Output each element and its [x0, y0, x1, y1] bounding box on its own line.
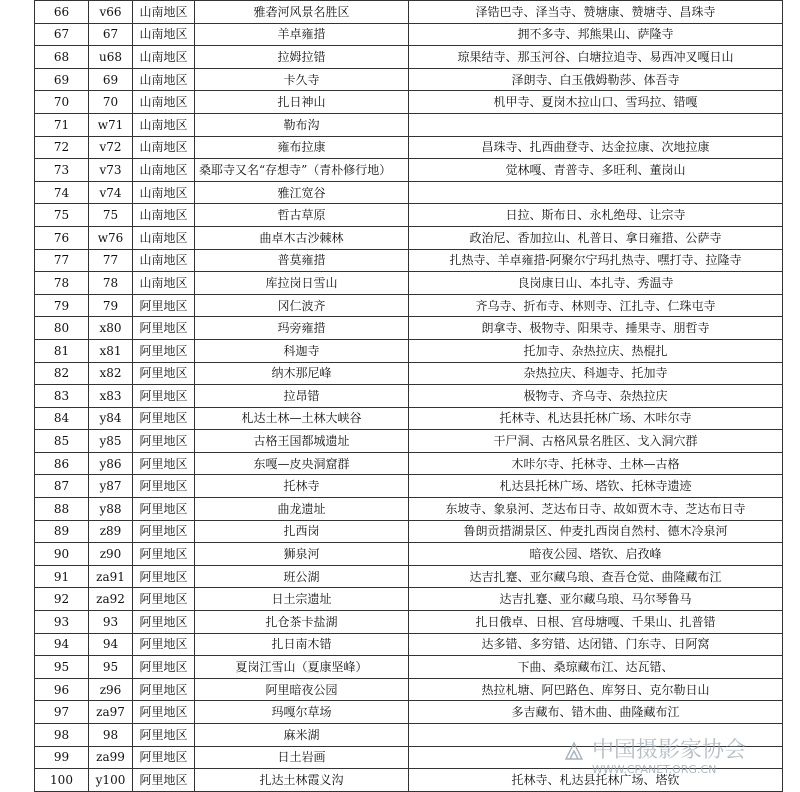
row-site-name: 科迦寺: [195, 339, 409, 362]
table-row: [35, 317, 783, 340]
row-nearby-sites: 昌珠寺、扎西曲登寺、达金拉康、次地拉康: [409, 136, 783, 159]
row-region: 山南地区: [133, 68, 195, 91]
row-code: x82: [89, 362, 133, 385]
table-row: [35, 249, 783, 272]
row-nearby-sites: 朗拿寺、极物寺、阳果寺、捶果寺、朋哲寺: [409, 317, 783, 340]
row-site-name: 雍布拉康: [195, 136, 409, 159]
row-number: 82: [35, 362, 89, 385]
table-row: [35, 113, 783, 136]
table-body: [35, 1, 783, 792]
row-site-name: 拉姆拉错: [195, 46, 409, 69]
row-code: v66: [89, 1, 133, 24]
row-region: 阿里地区: [133, 339, 195, 362]
row-number: 97: [35, 701, 89, 724]
row-region: 阿里地区: [133, 588, 195, 611]
row-site-name: 东嘎—皮央洞窟群: [195, 452, 409, 475]
row-region: 阿里地区: [133, 746, 195, 769]
row-number: 90: [35, 543, 89, 566]
row-number: 80: [35, 317, 89, 340]
row-code: x83: [89, 385, 133, 408]
row-code: 67: [89, 23, 133, 46]
row-nearby-sites: 泽朗寺、白玉俄姆勒莎、体吾寺: [409, 68, 783, 91]
table-row: [35, 91, 783, 114]
row-code: v74: [89, 181, 133, 204]
row-region: 山南地区: [133, 159, 195, 182]
row-nearby-sites: 琼果结寺、那玉河谷、白塘拉追寺、易西冲叉嘎日山: [409, 46, 783, 69]
table-row: [35, 543, 783, 566]
row-number: 71: [35, 113, 89, 136]
row-number: 96: [35, 678, 89, 701]
row-nearby-sites: 觉林嘎、青普寺、多旺利、董岗山: [409, 159, 783, 182]
row-code: x80: [89, 317, 133, 340]
table-row: [35, 430, 783, 453]
table-row: [35, 46, 783, 69]
row-code: 94: [89, 633, 133, 656]
row-number: 76: [35, 226, 89, 249]
row-code: u68: [89, 46, 133, 69]
row-region: 阿里地区: [133, 294, 195, 317]
row-code: z90: [89, 543, 133, 566]
row-nearby-sites: 齐乌寺、折布寺、林则寺、江扎寺、仁珠屯寺: [409, 294, 783, 317]
row-code: y86: [89, 452, 133, 475]
table-row: [35, 294, 783, 317]
row-site-name: 卡久寺: [195, 68, 409, 91]
row-region: 阿里地区: [133, 407, 195, 430]
row-nearby-sites: 暗夜公园、塔钦、启孜峰: [409, 543, 783, 566]
row-region: 山南地区: [133, 226, 195, 249]
row-number: 72: [35, 136, 89, 159]
watermark-title: 中国摄影家协会: [592, 738, 747, 763]
row-region: 阿里地区: [133, 769, 195, 792]
row-nearby-sites: 极物寺、齐乌寺、杂热拉庆: [409, 385, 783, 408]
row-number: 66: [35, 1, 89, 24]
table-row: [35, 498, 783, 521]
row-nearby-sites: 热拉札塘、阿巴路色、库努日、克尔勒日山: [409, 678, 783, 701]
row-code: 98: [89, 724, 133, 747]
row-code: w76: [89, 226, 133, 249]
row-code: y100: [89, 769, 133, 792]
row-site-name: 扎西岗: [195, 520, 409, 543]
row-site-name: 班公湖: [195, 565, 409, 588]
row-region: 山南地区: [133, 272, 195, 295]
row-site-name: 勒布沟: [195, 113, 409, 136]
row-nearby-sites: 木咔尔寺、托林寺、土林—古格: [409, 452, 783, 475]
row-nearby-sites: 达吉扎蹇、亚尔藏乌琅、马尔琴鲁马: [409, 588, 783, 611]
row-code: 79: [89, 294, 133, 317]
row-site-name: 玛嘎尔草场: [195, 701, 409, 724]
row-region: 山南地区: [133, 181, 195, 204]
table-row: [35, 136, 783, 159]
row-site-name: 羊卓雍措: [195, 23, 409, 46]
table-row: [35, 339, 783, 362]
row-region: 阿里地区: [133, 520, 195, 543]
row-region: 阿里地区: [133, 633, 195, 656]
row-code: z89: [89, 520, 133, 543]
row-code: 70: [89, 91, 133, 114]
row-code: za99: [89, 746, 133, 769]
row-site-name: 雅砻河风景名胜区: [195, 1, 409, 24]
row-nearby-sites: 达多错、多穷错、达闭错、门东寺、日阿窝: [409, 633, 783, 656]
row-code: w71: [89, 113, 133, 136]
row-region: 山南地区: [133, 91, 195, 114]
row-nearby-sites: 日拉、斯布日、永札绝母、让宗寺: [409, 204, 783, 227]
row-number: 78: [35, 272, 89, 295]
row-region: 山南地区: [133, 23, 195, 46]
row-region: 阿里地区: [133, 565, 195, 588]
row-code: za91: [89, 565, 133, 588]
row-code: y87: [89, 475, 133, 498]
row-region: 山南地区: [133, 113, 195, 136]
row-nearby-sites: 鲁朗贡措湖景区、仲麦扎西岗自然村、德木冷泉河: [409, 520, 783, 543]
row-region: 山南地区: [133, 249, 195, 272]
row-region: 山南地区: [133, 204, 195, 227]
row-number: 69: [35, 68, 89, 91]
table-row: [35, 159, 783, 182]
row-number: 79: [35, 294, 89, 317]
table-row: [35, 407, 783, 430]
row-code: za92: [89, 588, 133, 611]
row-number: 87: [35, 475, 89, 498]
row-site-name: 札达土林—土林大峡谷: [195, 407, 409, 430]
row-code: za97: [89, 701, 133, 724]
row-number: 68: [35, 46, 89, 69]
row-nearby-sites: 托林寺、札达县托林广场、塔钦: [409, 769, 783, 792]
row-code: 93: [89, 611, 133, 634]
row-region: 阿里地区: [133, 678, 195, 701]
row-site-name: 扎达土林霞义沟: [195, 769, 409, 792]
row-code: 75: [89, 204, 133, 227]
row-number: 77: [35, 249, 89, 272]
row-code: 95: [89, 656, 133, 679]
row-site-name: 哲古草原: [195, 204, 409, 227]
row-site-name: 曲卓木古沙棘林: [195, 226, 409, 249]
row-site-name: 阿里暗夜公园: [195, 678, 409, 701]
row-number: 84: [35, 407, 89, 430]
row-code: y88: [89, 498, 133, 521]
row-site-name: 纳木那尼峰: [195, 362, 409, 385]
row-number: 91: [35, 565, 89, 588]
row-site-name: 库拉岗日雪山: [195, 272, 409, 295]
row-number: 95: [35, 656, 89, 679]
row-site-name: 扎日神山: [195, 91, 409, 114]
row-site-name: 普莫雍措: [195, 249, 409, 272]
table-row: [35, 452, 783, 475]
row-site-name: 雅江宽谷: [195, 181, 409, 204]
row-nearby-sites: 札达县托林广场、塔钦、托林寺遗迹: [409, 475, 783, 498]
row-number: 100: [35, 769, 89, 792]
row-code: v72: [89, 136, 133, 159]
watermark-url: WWW.CPANET.ORG.CN: [592, 763, 717, 776]
scenic-sites-table: [34, 0, 783, 792]
row-site-name: 古格王国都城遗址: [195, 430, 409, 453]
row-code: x81: [89, 339, 133, 362]
table-row: [35, 701, 783, 724]
row-nearby-sites: 达吉扎蹇、亚尔藏乌琅、查吾仓觉、曲隆藏布江: [409, 565, 783, 588]
table-row: [35, 633, 783, 656]
row-nearby-sites: [409, 113, 783, 136]
row-region: 阿里地区: [133, 498, 195, 521]
row-site-name: 扎仓茶卡盐湖: [195, 611, 409, 634]
table-row: [35, 475, 783, 498]
row-site-name: 狮泉河: [195, 543, 409, 566]
row-number: 67: [35, 23, 89, 46]
row-code: v73: [89, 159, 133, 182]
row-region: 阿里地区: [133, 317, 195, 340]
row-nearby-sites: 杂热拉庆、科迦寺、托加寺: [409, 362, 783, 385]
row-nearby-sites: 托加寺、杂热拉庆、热棍扎: [409, 339, 783, 362]
row-number: 83: [35, 385, 89, 408]
row-region: 阿里地区: [133, 385, 195, 408]
table-row: [35, 362, 783, 385]
row-nearby-sites: 扎热寺、羊卓雍措-阿聚尔宁玛扎热寺、嘿打寺、拉隆寺: [409, 249, 783, 272]
row-number: 98: [35, 724, 89, 747]
row-code: y84: [89, 407, 133, 430]
row-nearby-sites: 多吉藏布、错木曲、曲隆藏布江: [409, 701, 783, 724]
row-region: 山南地区: [133, 46, 195, 69]
row-nearby-sites: 机甲寺、夏岗木拉山口、雪玛拉、错嘎: [409, 91, 783, 114]
row-region: 阿里地区: [133, 724, 195, 747]
row-number: 93: [35, 611, 89, 634]
table-row: [35, 204, 783, 227]
row-region: 山南地区: [133, 1, 195, 24]
row-site-name: 麻米湖: [195, 724, 409, 747]
row-nearby-sites: 扎日俄卓、日根、宫母塘嘎、千果山、扎普错: [409, 611, 783, 634]
table-row: [35, 565, 783, 588]
table-row: [35, 272, 783, 295]
row-site-name: 日土岩画: [195, 746, 409, 769]
row-region: 山南地区: [133, 136, 195, 159]
row-region: 阿里地区: [133, 611, 195, 634]
table-row: [35, 611, 783, 634]
row-number: 86: [35, 452, 89, 475]
table-row: [35, 68, 783, 91]
table-row: [35, 678, 783, 701]
row-site-name: 桑耶寺又名“存想寺”（青朴修行地）: [195, 159, 409, 182]
watermark-logo-icon: [552, 729, 792, 777]
table-row: [35, 520, 783, 543]
table-row: [35, 588, 783, 611]
row-site-name: 曲龙遗址: [195, 498, 409, 521]
row-nearby-sites: 干尸洞、古格风景名胜区、戈入洞穴群: [409, 430, 783, 453]
row-region: 阿里地区: [133, 656, 195, 679]
row-site-name: 托林寺: [195, 475, 409, 498]
row-code: y85: [89, 430, 133, 453]
row-code: 69: [89, 68, 133, 91]
row-region: 阿里地区: [133, 543, 195, 566]
row-site-name: 拉昂错: [195, 385, 409, 408]
row-number: 75: [35, 204, 89, 227]
row-number: 81: [35, 339, 89, 362]
table-row: [35, 385, 783, 408]
row-nearby-sites: 下曲、桑琼藏布江、达瓦错、: [409, 656, 783, 679]
row-number: 89: [35, 520, 89, 543]
row-number: 92: [35, 588, 89, 611]
row-number: 88: [35, 498, 89, 521]
row-number: 99: [35, 746, 89, 769]
row-number: 73: [35, 159, 89, 182]
row-code: 78: [89, 272, 133, 295]
row-region: 阿里地区: [133, 430, 195, 453]
table-row: [35, 656, 783, 679]
row-site-name: 夏岗江雪山（夏康坚峰）: [195, 656, 409, 679]
row-region: 阿里地区: [133, 452, 195, 475]
row-site-name: 玛旁雍措: [195, 317, 409, 340]
row-site-name: 扎日南木错: [195, 633, 409, 656]
table-row: [35, 1, 783, 24]
table-row: [35, 181, 783, 204]
table-row: [35, 23, 783, 46]
row-number: 74: [35, 181, 89, 204]
row-region: 阿里地区: [133, 362, 195, 385]
row-code: z96: [89, 678, 133, 701]
row-nearby-sites: 泽锆巴寺、泽当寺、赞塘康、赞塘寺、昌珠寺: [409, 1, 783, 24]
row-number: 94: [35, 633, 89, 656]
row-code: 77: [89, 249, 133, 272]
row-site-name: 日土宗遗址: [195, 588, 409, 611]
row-region: 阿里地区: [133, 475, 195, 498]
row-nearby-sites: 拥不多寺、邦熊果山、萨隆寺: [409, 23, 783, 46]
row-nearby-sites: 托林寺、札达县托林广场、木咔尔寺: [409, 407, 783, 430]
row-region: 阿里地区: [133, 701, 195, 724]
table-row: [35, 226, 783, 249]
row-site-name: 冈仁波齐: [195, 294, 409, 317]
watermark: [552, 729, 792, 777]
row-number: 85: [35, 430, 89, 453]
row-nearby-sites: 东坡寺、象泉河、芝达布日寺、故如贾木寺、芝达布日寺: [409, 498, 783, 521]
row-nearby-sites: [409, 181, 783, 204]
row-nearby-sites: 政治尼、香加拉山、札普日、拿日雍措、公萨寺: [409, 226, 783, 249]
row-number: 70: [35, 91, 89, 114]
row-nearby-sites: 良岗康日山、本扎寺、秀温寺: [409, 272, 783, 295]
